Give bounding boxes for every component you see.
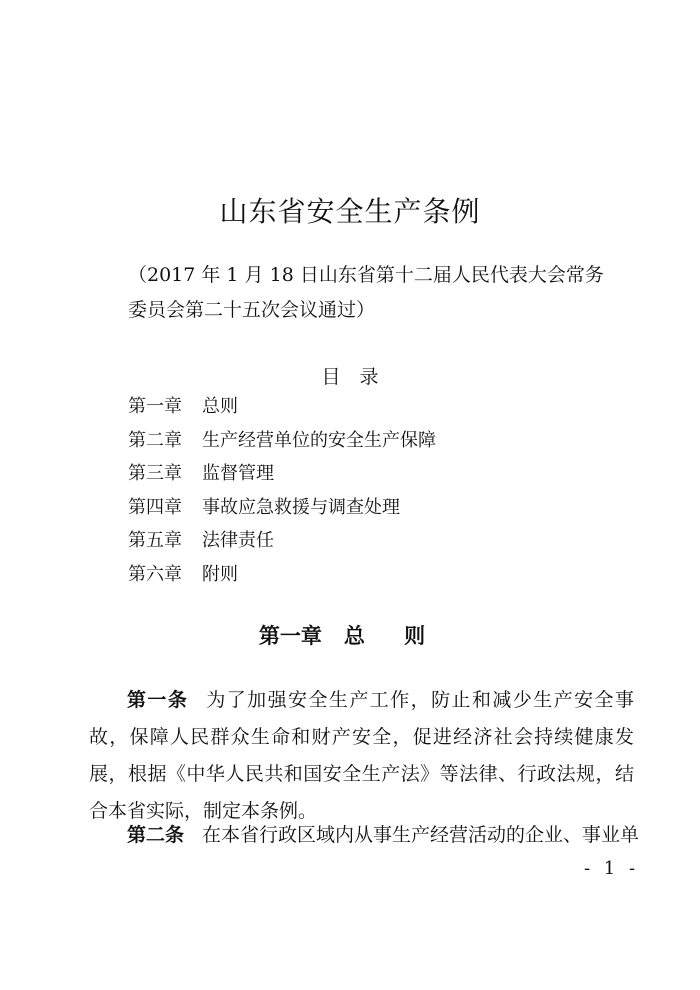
article-number: 第一条 [127, 689, 189, 711]
article-1 [89, 682, 634, 830]
toc-item-title: 法律责任 [202, 530, 274, 551]
toc-item-number: 第六章 [128, 563, 182, 585]
toc-item-number: 第四章 [128, 496, 182, 518]
toc-item-title: 生产经营单位的安全生产保障 [202, 429, 436, 451]
toc-item [128, 491, 608, 525]
toc-item [128, 390, 608, 424]
toc-item-number: 第二章 [128, 429, 182, 451]
toc-item [128, 457, 608, 491]
toc-item-number: 第三章 [128, 463, 182, 484]
toc-heading: 目 录 [321, 366, 379, 388]
toc-item-title: 附则 [202, 563, 238, 585]
article-number: 第二条 [127, 824, 185, 846]
document-subtitle-line2: 委员会第二十五次会议通过） [128, 299, 376, 321]
chapter-title: 总 则 [343, 624, 442, 648]
document-title: 山东省安全生产条例 [219, 195, 481, 228]
chapter-heading [0, 620, 700, 650]
page-number: - 1 - [584, 858, 640, 879]
toc-item [128, 558, 608, 592]
toc-item-number: 第一章 [128, 396, 182, 417]
toc-item-title: 监督管理 [202, 463, 274, 484]
document-subtitle-line1: （2017 年 1 月 18 日山东省第十二届人民代表大会常务 [128, 264, 604, 286]
toc-item-title: 总则 [202, 396, 238, 417]
article-text: 为了加强安全生产工作，防止和减少生产安全事故，保障人民群众生命和财产安全，促进经济社会持续健康发展，根据《中华人民共和国安全生产法》等法律、行政法规，结合本省实际，制定本条例。 [89, 689, 634, 822]
toc-item-title: 事故应急救援与调查处理 [202, 496, 400, 518]
article-text: 在本省行政区域内从事生产经营活动的企业、事业单 [202, 824, 640, 846]
article-2 [89, 817, 640, 854]
toc-item [128, 424, 608, 458]
chapter-number: 第一章 [258, 624, 322, 648]
toc-item [128, 524, 608, 558]
table-of-contents [128, 390, 608, 591]
toc-item-number: 第五章 [128, 530, 182, 551]
